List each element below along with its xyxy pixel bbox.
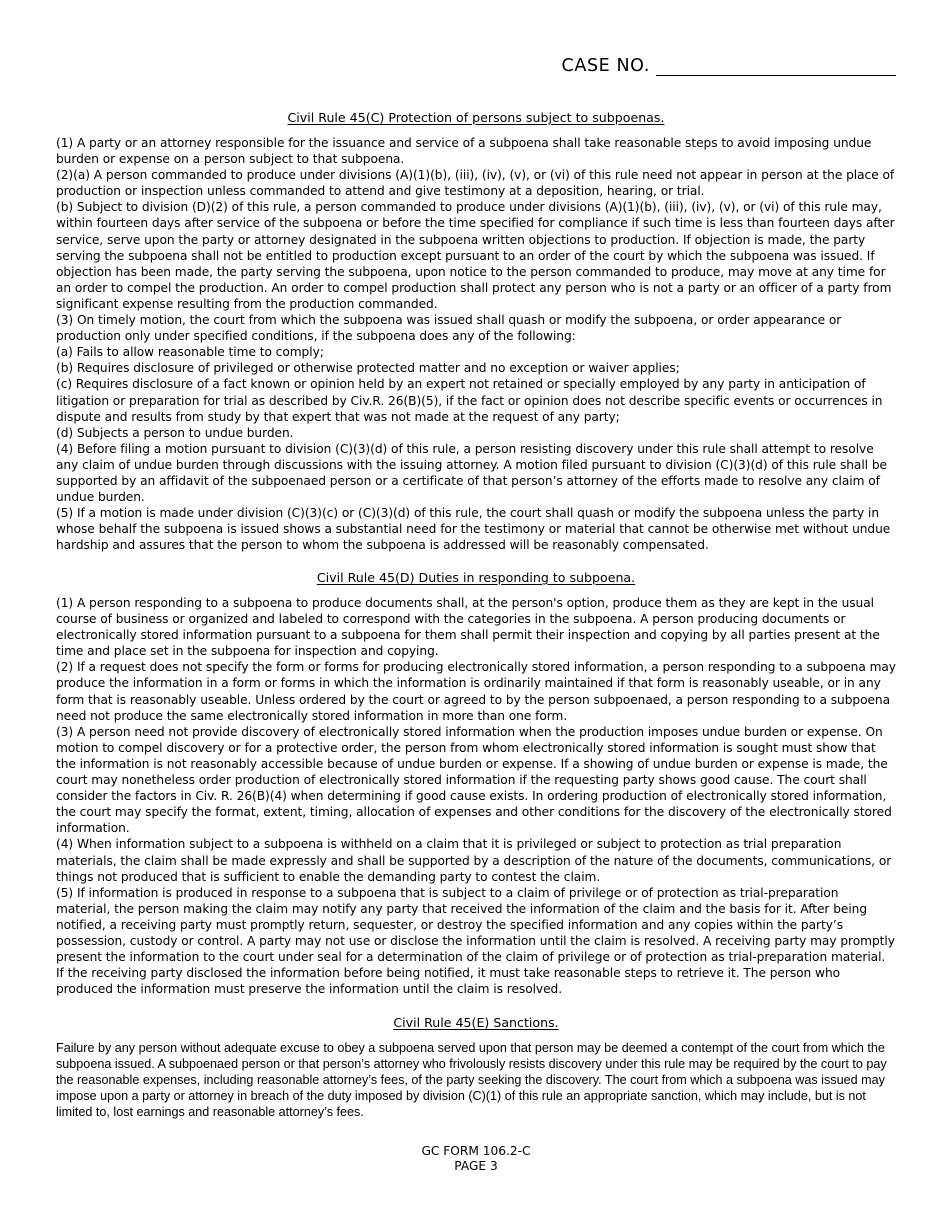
paragraph: (d) Subjects a person to undue burden. (56, 425, 294, 440)
page-footer (56, 1144, 896, 1174)
form-number: GC FORM 106.2-C (421, 1144, 531, 1158)
document-page (56, 0, 896, 1230)
paragraph: (5) If information is produced in response to a subpoena that is subject to a claim of privilege or of protection as trial-preparation material, the person making the claim may notify any party that received the information of the claim and the basis for it. After being notified, a receiving party must promptly return, sequester, or destroy the specified information and any copies within the party’s possession, custody or control. A party may not use or disclose the information until the claim is resolved. A receiving party may promptly present the information to the court under seal for a determination of the claim of privilege or of protection as trial-preparation material. If the receiving party disclosed the information before being notified, it must take reasonable steps to retrieve it. The person who produced the information must preserve the information until the claim is resolved. (56, 885, 895, 997)
case-number-field (562, 56, 896, 76)
paragraph: (4) Before filing a motion pursuant to division (C)(3)(d) of this rule, a person resisting discovery under this rule shall attempt to resolve any claim of undue burden through discussions with the issuing attorney. A motion filed pursuant to division (C)(3)(d) of this rule shall be supported by an affidavit of the subpoenaed person or a certificate of that person’s attorney of the efforts made to resolve any claim of undue burden. (56, 441, 887, 505)
paragraph: (2) If a request does not specify the form or forms for producing electronically stored information, a person responding to a subpoena may produce the information in a form or forms in which the information is ordinarily maintained if that form is reasonably useable, or in any form that is reasonably useable. Unless ordered by the court or agreed to by the person subpoenaed, a person responding to a subpoena need not produce the same electronically stored information in more than one form. (56, 660, 896, 723)
paragraph: (5) If a motion is made under division (C)(3)(c) or (C)(3)(d) of this rule, the court shall quash or modify the subpoena unless the party in whose behalf the subpoena is issued shows a substantial need for the testimony or material that cannot be otherwise met without undue hardship and assures that the person to whom the subpoena is addressed will be reasonably compensated. (56, 506, 891, 553)
section-title: Civil Rule 45(D) Duties in responding to subpoena. (316, 570, 636, 585)
case-number-blank (656, 57, 896, 76)
page-number: PAGE 3 (454, 1159, 498, 1173)
paragraph: Failure by any person without adequate excuse to obey a subpoena served upon that person may be deemed a contempt of the court from which the subpoena issued. A subpoenaed person or that person’s attorney who frivolously resists discovery under this rule may be required by the court to pay the reasonable expenses, including reasonable attorney’s fees, of the party seeking the discovery. The court from which a subpoena was issued may impose upon a party or attorney in breach of the duty imposed by division (C)(1) of this rule an appropriate sanction, which may include, but is not limited to, lost earnings and reasonable attorney’s fees. (56, 1041, 887, 1120)
paragraph: (b) Requires disclosure of privileged or otherwise protected matter and no exception or waiver applies; (56, 361, 680, 376)
paragraph: (3) A person need not provide discovery of electronically stored information when the production imposes undue burden or expense. On motion to compel discovery or for a protective order, the person from whom electronically stored information is sought must show that the information is not reasonably accessible because of undue burden or expense. If a showing of undue burden or expense is made, the court may nonetheless order production of electronically stored information if the requesting party shows good cause. The court shall consider the factors in Civ. R. 26(B)(4) when determining if good cause exists. In ordering production of electronically stored information, the court may specify the format, extent, timing, allocation of expenses and other conditions for the discovery of the electronically stored information. (56, 724, 892, 836)
case-number-label: CASE NO. (561, 56, 650, 76)
section-title: Civil Rule 45(C) Protection of persons subject to subpoenas. (287, 110, 665, 125)
paragraph: (3) On timely motion, the court from which the subpoena was issued shall quash or modify the subpoena, or order appearance or production only under specified conditions, if the subpoena does any of the following: (56, 313, 842, 344)
paragraph: (4) When information subject to a subpoena is withheld on a claim that it is privileged or subject to protection as trial preparation materials, the claim shall be made expressly and shall be supported by a description of the nature of the documents, communications, or things not produced that is sufficient to enable the demanding party to contest the claim. (56, 837, 892, 884)
section-title: Civil Rule 45(E) Sanctions. (393, 1015, 559, 1030)
section-rule-45e (56, 1015, 896, 1120)
paragraph: (1) A party or an attorney responsible for the issuance and service of a subpoena shall take reasonable steps to avoid imposing undue burden or expense on a person subject to that subpoena. (56, 136, 872, 167)
paragraph: (b) Subject to division (D)(2) of this rule, a person commanded to produce under divisions (A)(1)(b), (iii), (iv), (v), or (vi) of this rule may, within fourteen days after service of the subpoena or before the time specified for compliance if such time is less than fourteen days after service, serve upon the party or attorney designated in the subpoena written objections to production. If objection is made, the party serving the subpoena shall not be entitled to production except pursuant to an order of the court by which the subpoena was issued. If objection has been made, the party serving the subpoena, upon notice to the person commanded to produce, may move at any time for an order to compel the production. An order to compel production shall protect any person who is not a party or an officer of a party from significant expense resulting from the production commanded. (56, 200, 895, 311)
paragraph: (c) Requires disclosure of a fact known or opinion held by an expert not retained or specially employed by any party in anticipation of litigation or preparation for trial as described by Civ.R. 26(B)(5), if the fact or opinion does not describe specific events or occurrences in dispute and results from study by that expert that was not made at the request of any party; (56, 377, 883, 424)
paragraph: (1) A person responding to a subpoena to produce documents shall, at the person's option, produce them as they are kept in the usual course of business or organized and labeled to correspond with the categories in the subpoena. A person producing documents or electronically stored information pursuant to a subpoena for them shall permit their inspection and copying by all parties present at the time and place set in the subpoena for inspection and copying. (56, 596, 880, 659)
paragraph: (a) Fails to allow reasonable time to comply; (56, 345, 324, 360)
section-rule-45d (56, 570, 896, 997)
section-rule-45c (56, 110, 896, 553)
paragraph: (2)(a) A person commanded to produce under divisions (A)(1)(b), (iii), (iv), (v), or (vi) of this rule need not appear in person at the place of production or inspection unless commanded to attend and give testimony at a deposition, hearing, or trial. (56, 168, 895, 199)
